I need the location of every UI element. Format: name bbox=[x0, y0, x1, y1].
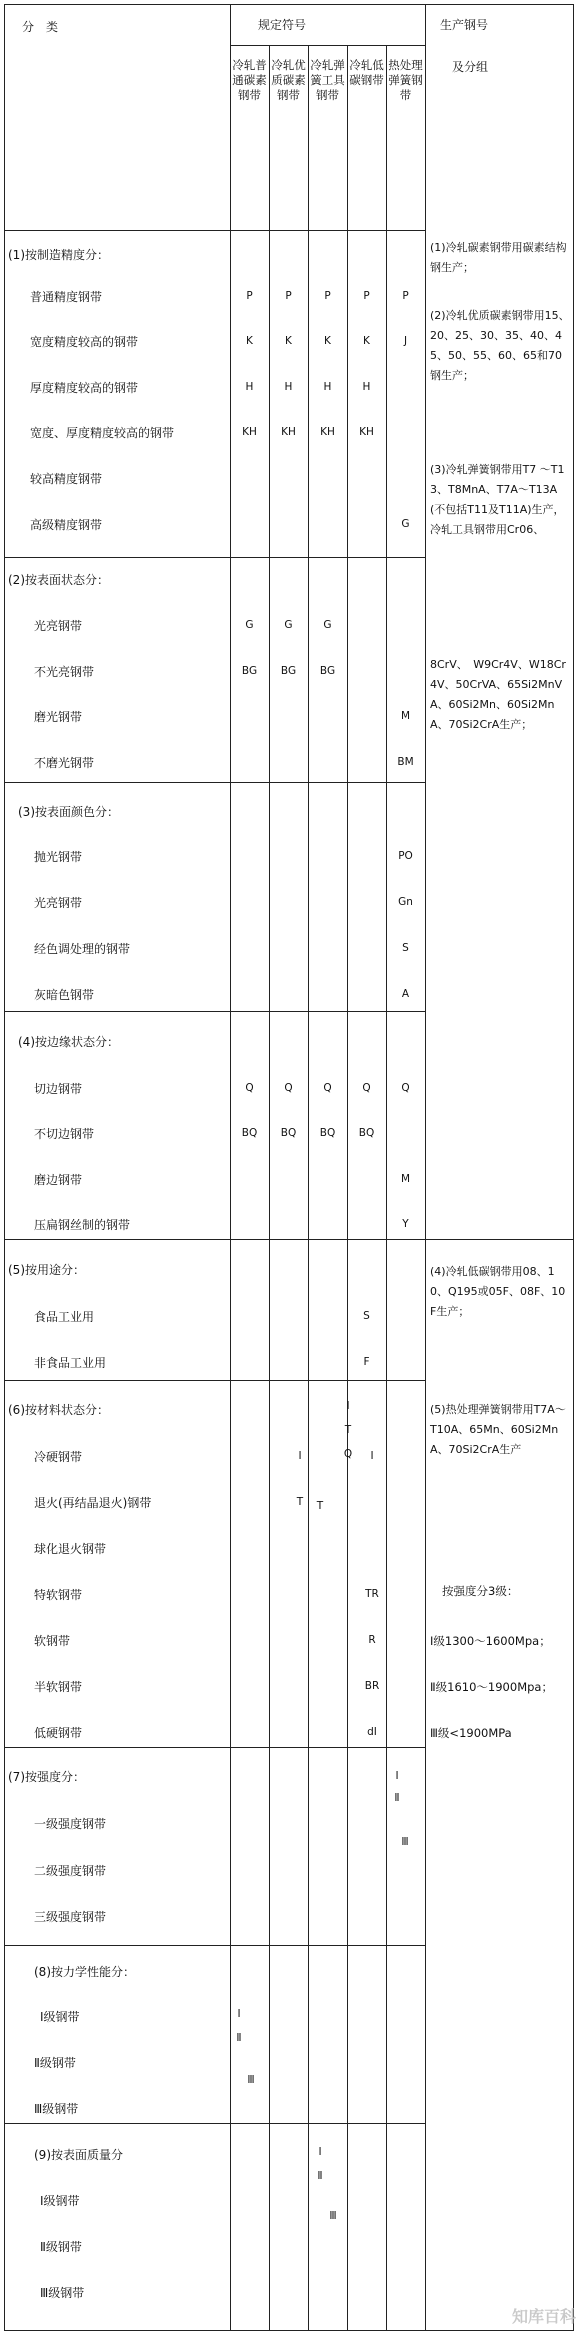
code: P bbox=[285, 290, 292, 302]
section-title-2: (2)按表面状态分： bbox=[8, 573, 109, 587]
row-label: 一级强度钢带 bbox=[34, 1817, 107, 1831]
divider-s5 bbox=[4, 1239, 574, 1240]
header-sub-line bbox=[230, 45, 425, 46]
code: G bbox=[323, 619, 332, 631]
row-label: 球化退火钢带 bbox=[34, 1542, 107, 1556]
code: I bbox=[395, 1770, 399, 1782]
note-4: (4)冷轧低碳钢带用08、10、Q195或05F、08F、10F生产； bbox=[430, 1265, 566, 1318]
note-5-grade-1: I级1300～1600Mpa； bbox=[430, 1634, 551, 1648]
divider-s6 bbox=[4, 1380, 425, 1381]
code: I bbox=[237, 2008, 241, 2020]
code: Q bbox=[323, 1082, 332, 1094]
row-label: 厚度精度较高的钢带 bbox=[30, 381, 139, 395]
row-label: Ⅲ级钢带 bbox=[34, 2102, 79, 2116]
row-label: 低硬钢带 bbox=[34, 1726, 83, 1740]
row-label: 不切边钢带 bbox=[34, 1127, 95, 1141]
row-label: I级钢带 bbox=[40, 2010, 80, 2024]
code: Ⅲ bbox=[247, 2074, 255, 2086]
code: Q bbox=[343, 1448, 353, 1460]
note-1: (1)冷轧碳素钢带用碳素结构钢生产； bbox=[430, 241, 567, 274]
code: Ⅱ bbox=[236, 2032, 242, 2044]
code: S bbox=[363, 1310, 370, 1322]
col-header-cold-spring-tool: 冷轧弹簧工具钢带 bbox=[310, 58, 345, 102]
divider-s3 bbox=[4, 782, 425, 783]
code: BM bbox=[397, 756, 414, 768]
row-label: 磨光钢带 bbox=[34, 710, 83, 724]
code: Q bbox=[245, 1082, 254, 1094]
row-label: 冷硬钢带 bbox=[34, 1450, 83, 1464]
code: G bbox=[284, 619, 293, 631]
code: KH bbox=[281, 426, 296, 438]
section-title-9: (9)按表面质量分 bbox=[34, 2148, 123, 2162]
code: P bbox=[363, 290, 370, 302]
code: KH bbox=[320, 426, 335, 438]
col-header-cold-low-carbon: 冷轧低碳钢带 bbox=[349, 58, 384, 87]
code: I bbox=[370, 1450, 374, 1462]
row-label: 宽度精度较高的钢带 bbox=[30, 335, 139, 349]
border-top bbox=[4, 4, 574, 5]
code: G bbox=[245, 619, 254, 631]
row-label: 宽度、厚度精度较高的钢带 bbox=[30, 426, 175, 440]
code: BQ bbox=[241, 1127, 258, 1139]
code: Ⅲ bbox=[401, 1836, 409, 1848]
row-label: 食品工业用 bbox=[34, 1310, 95, 1324]
row-label: 软钢带 bbox=[34, 1634, 71, 1648]
row-label: 三级强度钢带 bbox=[34, 1910, 107, 1924]
code: A bbox=[401, 988, 410, 1000]
note-5-grade-3: Ⅲ级<1900MPa bbox=[430, 1726, 512, 1740]
code: J bbox=[403, 335, 408, 347]
code: BR bbox=[364, 1680, 380, 1692]
code: Ⅱ bbox=[317, 2170, 323, 2182]
code: S bbox=[402, 942, 409, 954]
border-right bbox=[573, 4, 574, 2331]
code: I bbox=[318, 2146, 322, 2158]
section-title-4: (4)按边缘状态分： bbox=[18, 1035, 119, 1049]
code: I bbox=[298, 1450, 302, 1462]
row-label: 光亮钢带 bbox=[34, 896, 83, 910]
row-label: 不磨光钢带 bbox=[34, 756, 95, 770]
row-label: 不光亮钢带 bbox=[34, 665, 95, 679]
code: P bbox=[246, 290, 253, 302]
divider-s4 bbox=[4, 1011, 425, 1012]
code: M bbox=[400, 710, 411, 722]
code: Ⅱ bbox=[394, 1792, 400, 1804]
code: Q bbox=[401, 1082, 410, 1094]
code: H bbox=[284, 381, 293, 393]
row-label: 非食品工业用 bbox=[34, 1356, 107, 1370]
note-5-grade-2: Ⅱ级1610～1900Mpa； bbox=[430, 1680, 553, 1694]
section-title-5: (5)按用途分： bbox=[8, 1263, 85, 1277]
code: BG bbox=[241, 665, 258, 677]
section-title-6: (6)按材料状态分： bbox=[8, 1403, 109, 1417]
divider-s8 bbox=[4, 1945, 425, 1946]
code: BQ bbox=[358, 1127, 375, 1139]
row-label: 高级精度钢带 bbox=[30, 518, 103, 532]
row-label: Ⅱ级钢带 bbox=[34, 2056, 76, 2070]
row-label: 普通精度钢带 bbox=[30, 290, 103, 304]
code: TR bbox=[365, 1588, 379, 1600]
code: F bbox=[363, 1356, 370, 1368]
note-3: (3)冷轧弹簧钢带用T7 ～T13、T8MnA、T7A～T13A(不包括T11及T11A)生产，冷轧工具钢带用Cr06、 bbox=[430, 463, 565, 536]
code: H bbox=[245, 381, 254, 393]
row-label: 二级强度钢带 bbox=[34, 1864, 107, 1878]
note-5: (5)热处理弹簧钢带用T7A～T10A、65Mn、60Si2MnA、70Si2CrA生产 bbox=[430, 1403, 566, 1456]
header-grade-group: 及分组 bbox=[452, 60, 489, 74]
header-designation: 规定符号 bbox=[258, 18, 307, 32]
code: M bbox=[400, 1173, 411, 1185]
divider-s2 bbox=[4, 557, 425, 558]
code: Gn bbox=[398, 896, 413, 908]
col-header-heat-spring: 热处理弹簧钢带 bbox=[388, 58, 423, 102]
code: K bbox=[246, 335, 253, 347]
note-3b: 8CrV、 W9Cr4V、W18Cr4V、50CrVA、65Si2MnVA、60Si2Mn、60Si2MnA、70Si2CrA生产； bbox=[430, 658, 566, 731]
code: K bbox=[324, 335, 331, 347]
col-header-cold-plain-carbon: 冷轧普通碳素钢带 bbox=[232, 58, 267, 102]
col-header-cold-quality-carbon: 冷轧优质碳素钢带 bbox=[271, 58, 306, 102]
code: KH bbox=[359, 426, 374, 438]
code: T bbox=[344, 1424, 352, 1436]
row-label: 半软钢带 bbox=[34, 1680, 83, 1694]
note-2: (2)冷轧优质碳素钢带用15、20、25、30、35、40、45、50、55、60、65和70钢生产； bbox=[430, 309, 570, 382]
col-line-5 bbox=[386, 45, 387, 2331]
divider-s1 bbox=[4, 230, 425, 231]
code: K bbox=[363, 335, 370, 347]
row-label: Ⅱ级钢带 bbox=[40, 2240, 82, 2254]
code: Q bbox=[362, 1082, 371, 1094]
code: P bbox=[402, 290, 409, 302]
section-title-3: (3)按表面颜色分： bbox=[18, 805, 119, 819]
header-grade: 生产钢号 bbox=[440, 18, 489, 32]
border-left bbox=[4, 4, 5, 2331]
code: dI bbox=[367, 1726, 377, 1738]
row-label: 光亮钢带 bbox=[34, 619, 83, 633]
header-classification: 分 类 bbox=[22, 20, 59, 34]
row-label: 切边钢带 bbox=[34, 1082, 83, 1096]
col-line-6 bbox=[425, 4, 426, 2331]
code: G bbox=[401, 518, 410, 530]
code: Q bbox=[284, 1082, 293, 1094]
code: BG bbox=[319, 665, 336, 677]
code: R bbox=[368, 1634, 376, 1646]
watermark-logo: 知库百科 bbox=[511, 2307, 576, 2326]
code: PO bbox=[398, 850, 413, 862]
row-label: 经色调处理的钢带 bbox=[34, 942, 131, 956]
code: H bbox=[362, 381, 371, 393]
code: KH bbox=[242, 426, 257, 438]
row-label: 特软钢带 bbox=[34, 1588, 83, 1602]
code: P bbox=[324, 290, 331, 302]
code: Y bbox=[402, 1218, 409, 1230]
code: BQ bbox=[280, 1127, 297, 1139]
code: T bbox=[316, 1500, 324, 1512]
row-label: 磨边钢带 bbox=[34, 1173, 83, 1187]
section-title-1: (1)按制造精度分： bbox=[8, 248, 109, 262]
code: Ⅲ bbox=[329, 2210, 337, 2222]
row-label: I级钢带 bbox=[40, 2194, 80, 2208]
code: T bbox=[296, 1496, 304, 1508]
row-label: 退火(再结晶退火)钢带 bbox=[34, 1496, 152, 1510]
row-label: Ⅲ级钢带 bbox=[40, 2286, 85, 2300]
col-line-1 bbox=[230, 4, 231, 2331]
section-title-8: (8)按力学性能分： bbox=[34, 1965, 135, 1979]
border-bottom bbox=[4, 2330, 574, 2331]
row-label: 压扁钢丝制的钢带 bbox=[34, 1218, 131, 1232]
code: I bbox=[346, 1400, 350, 1412]
code: BG bbox=[280, 665, 297, 677]
note-5-grade-title: 按强度分3级： bbox=[442, 1584, 519, 1598]
row-label: 灰暗色钢带 bbox=[34, 988, 95, 1002]
row-label: 较高精度钢带 bbox=[30, 472, 103, 486]
row-label: 抛光钢带 bbox=[34, 850, 83, 864]
divider-s7 bbox=[4, 1747, 425, 1748]
code: H bbox=[323, 381, 332, 393]
section-title-7: (7)按强度分： bbox=[8, 1770, 85, 1784]
code: BQ bbox=[319, 1127, 336, 1139]
divider-s9 bbox=[4, 2123, 425, 2124]
code: K bbox=[285, 335, 292, 347]
